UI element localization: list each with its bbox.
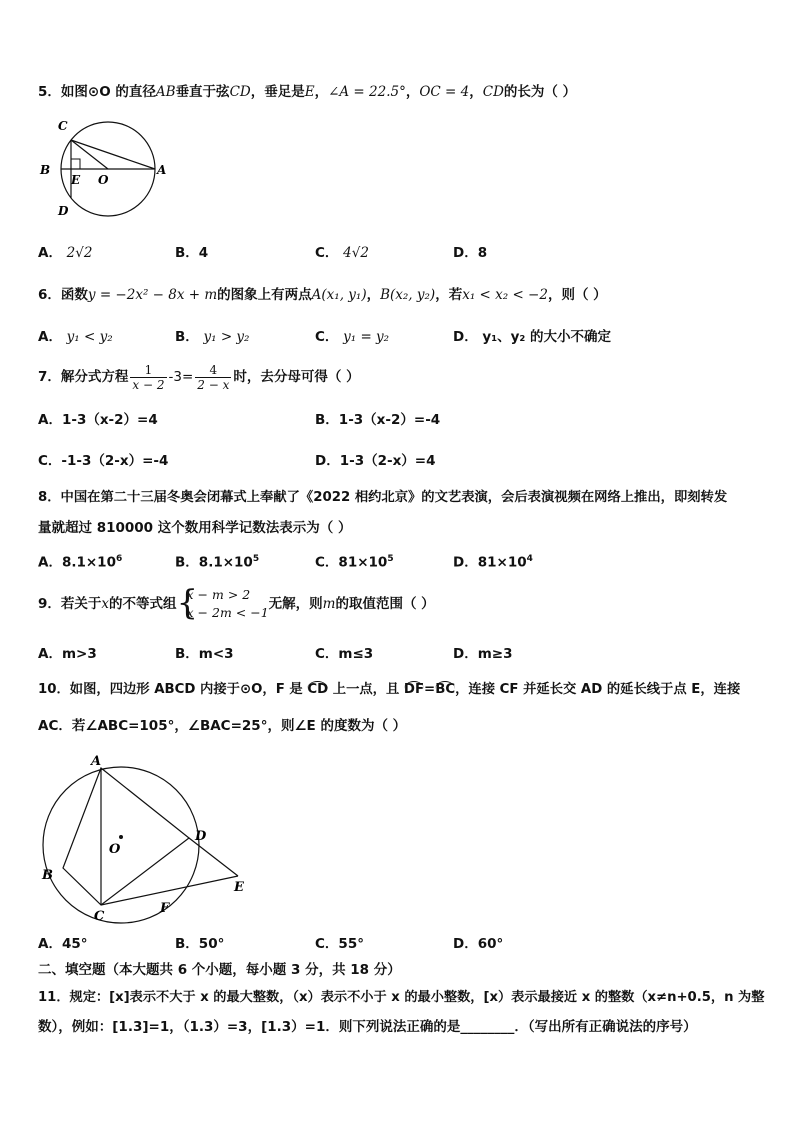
q10-figure bbox=[36, 750, 256, 925]
q10-label-b: B bbox=[42, 868, 53, 883]
q10-label-a: A bbox=[91, 754, 102, 769]
q7-fraction-2: $\frac{4}{2 - x}$ bbox=[197, 362, 230, 392]
q6-stem: 6．函数y = −2x² − 8x + m的图象上有两点A(x₁, y₁)，B(x₂, y₂)，若x₁ < x₂ < −2，则（ ） bbox=[38, 287, 607, 303]
q7-option-c: C．-1-3（2-x）=-4 bbox=[38, 453, 169, 469]
q5-stem: 5．如图⊙O 的直径AB垂直于弦CD，垂足是E，∠A = 22.5°，OC = 4，CD的长为（ ） bbox=[38, 84, 577, 100]
q7-option-b: B．1-3（x-2）=-4 bbox=[315, 412, 441, 428]
q8-stem-line1: 8．中国在第二十三届冬奥会闭幕式上奉献了《2022 相约北京》的文艺表演，会后表演视频在网络上推出，即刻转发 bbox=[38, 490, 728, 505]
q9-inequality-system: { x − m > 2 x − 2m < −1 bbox=[176, 583, 269, 623]
q5-figure bbox=[38, 112, 178, 222]
q5-label-c: C bbox=[58, 119, 68, 133]
q10-arc-bc: BC bbox=[435, 682, 456, 697]
q9-option-b: B．m<3 bbox=[175, 646, 234, 662]
q5-label-e: E bbox=[71, 173, 81, 187]
brace-icon: { bbox=[176, 583, 199, 623]
q10-arc-df: DF bbox=[403, 682, 425, 697]
q10-option-d: D．60° bbox=[453, 936, 504, 952]
q5-ab: AB bbox=[155, 84, 176, 100]
q8-option-a: A．$8.1\times 10^6$ bbox=[38, 554, 123, 571]
q10-label-e: E bbox=[234, 880, 244, 895]
section-title-fill-blank: 二、填空题（本大题共 6 个小题，每小题 3 分，共 18 分） bbox=[38, 962, 401, 978]
q5-option-b: B．4 bbox=[175, 245, 209, 261]
q7-stem: 7．解分式方程 $\frac{1}{x - 2}$ -3= $\frac{4}{2 - x}$ 时，去分母可得（ ） bbox=[38, 362, 360, 392]
q10-label-c: C bbox=[94, 909, 105, 924]
q10-label-o: O bbox=[109, 842, 121, 857]
q8-option-c: C．$81\times 10^5$ bbox=[315, 554, 394, 571]
q11-stem-line2: 数），例如：[1.3]=1，（1.3）=3，[1.3）=1．则下列说法正确的是________．（写出所有正确说法的序号） bbox=[38, 1019, 697, 1035]
q10-option-b: B．50° bbox=[175, 936, 225, 952]
q5-label-b: B bbox=[40, 163, 51, 177]
q5-option-c: C． 4√2 bbox=[315, 245, 369, 261]
q5-label-d: D bbox=[58, 204, 69, 218]
q5-option-a: A． 2√2 bbox=[38, 245, 93, 261]
q7-option-a: A．1-3（x-2）=4 bbox=[38, 412, 158, 428]
q7-fraction-1: $\frac{1}{x - 2}$ bbox=[132, 362, 165, 392]
q10-label-d: D bbox=[195, 829, 207, 844]
q6-option-a: A． y₁ < y₂ bbox=[38, 329, 113, 345]
q9-stem: 9．若关于x的不等式组 { x − m > 2 x − 2m < −1 无解，则m的取值范围（ ） bbox=[38, 583, 435, 623]
q10-option-a: A．45° bbox=[38, 936, 88, 952]
q10-arc-cd: CD bbox=[307, 682, 329, 697]
q6-option-b: B． y₁ > y₂ bbox=[175, 329, 250, 345]
q9-option-c: C．m≤3 bbox=[315, 646, 374, 662]
q6-option-c: C． y₁ = y₂ bbox=[315, 329, 390, 345]
q10-stem-line1: 10．如图，四边形 ABCD 内接于⊙O，F 是 CD 上一点，且 DF=BC，连接 CF 并延长交 AD 的延长线于点 E，连接 bbox=[38, 682, 741, 697]
q11-stem-line1: 11．规定：[x]表示不大于 x 的最大整数，（x）表示不小于 x 的最小整数，[x）表示最接近 x 的整数（x≠n+0.5，n 为整 bbox=[38, 990, 765, 1005]
q8-option-d: D．$81\times 10^4$ bbox=[453, 554, 533, 571]
q10-stem-line2: AC．若∠ABC=105°，∠BAC=25°，则∠E 的度数为（ ） bbox=[38, 718, 407, 734]
q5-label-a: A bbox=[157, 163, 167, 177]
q8-stem-line2: 量就超过 810000 这个数用科学记数法表示为（ ） bbox=[38, 520, 352, 536]
q8-option-b: B．$8.1\times 10^5$ bbox=[175, 554, 260, 571]
q10-label-f: F bbox=[160, 901, 170, 916]
q9-option-d: D．m≥3 bbox=[453, 646, 513, 662]
q7-option-d: D．1-3（2-x）=4 bbox=[315, 453, 436, 469]
q9-option-a: A．m>3 bbox=[38, 646, 97, 662]
q5-option-d: D．8 bbox=[453, 245, 488, 261]
q5-label-o: O bbox=[98, 173, 109, 187]
q6-option-d: D． y₁、y₂ 的大小不确定 bbox=[453, 329, 612, 345]
q10-option-c: C．55° bbox=[315, 936, 364, 952]
